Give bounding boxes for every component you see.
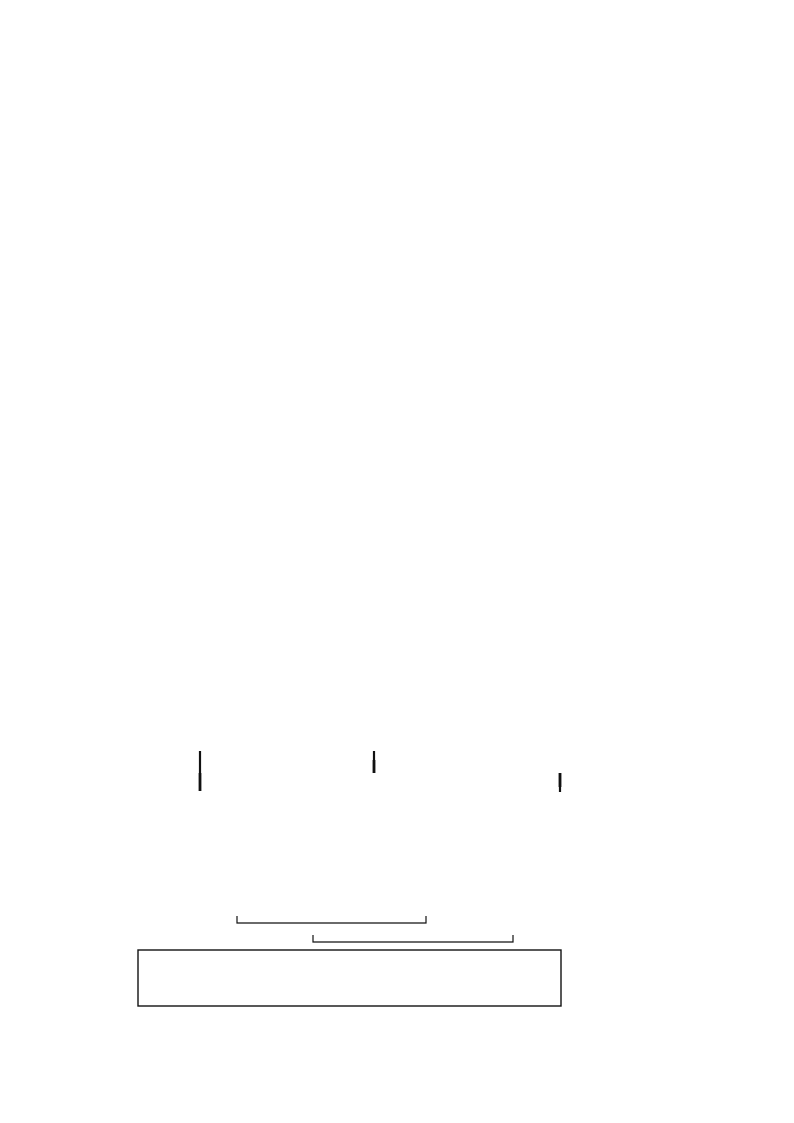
clock-a-icon[interactable] <box>164 737 236 809</box>
clock-b-icon[interactable] <box>338 737 410 809</box>
ruler-body <box>138 950 561 1006</box>
ruler-figure <box>137 910 565 1010</box>
clock-c-icon[interactable] <box>524 737 596 809</box>
segment-2 <box>313 935 513 942</box>
segment-1 <box>237 916 426 923</box>
